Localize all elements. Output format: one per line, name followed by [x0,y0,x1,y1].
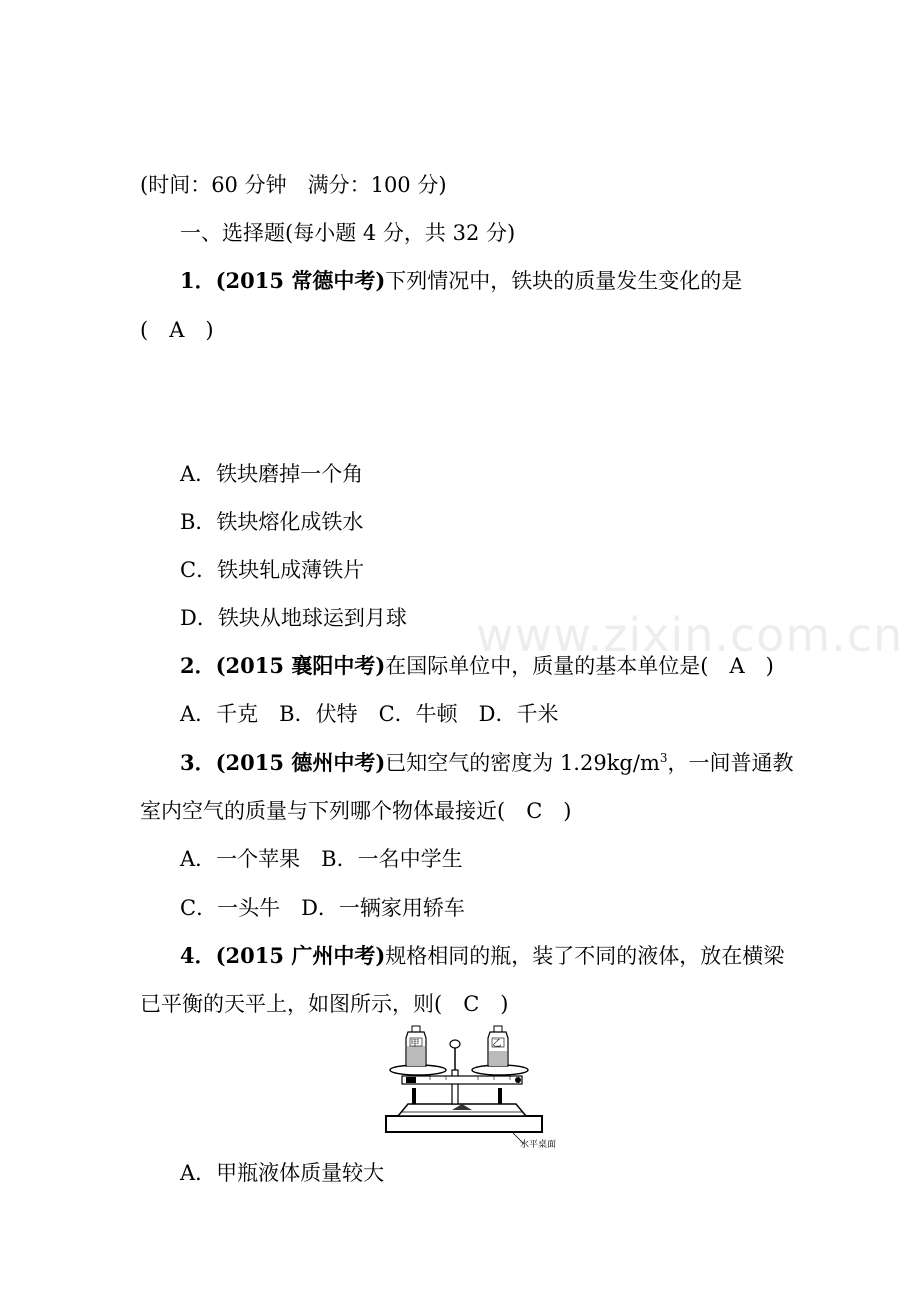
question-text: 在国际单位中，质量的基本单位是( A ) [385,654,774,678]
options-row: A．千克 B．伏特 C．牛顿 D．千米 [180,702,559,726]
question-text: 已知空气的密度为 1.29kg/m [385,751,660,775]
left-bottle-label: 甲 [410,1039,420,1049]
question-source: (2015 广州中考) [215,943,386,968]
option: D．铁块从地球运到月球 [180,606,407,630]
question-1-stem [180,266,742,296]
section-title: 一、选择题(每小题 4 分，共 32 分) [180,221,516,245]
superscript: 3 [659,751,668,765]
question-number: 3． [180,750,216,775]
options-row: A．一个苹果 B．一名中学生 [180,847,463,871]
question-source: (2015 常德中考) [215,268,386,293]
question-source: (2015 德州中考) [215,750,386,775]
watermark: www.zixin.com.cn [476,608,904,662]
balance-beam [402,1076,522,1084]
question-3-stem-line2: 室内空气的质量与下列哪个物体最接近( C ) [140,799,572,823]
question-1-answer: ( A ) [140,318,214,342]
time-info: (时间：60 分钟 满分：100 分) [140,173,447,197]
question-4-stem-line2: 已平衡的天平上，如图所示，则( C ) [140,992,509,1016]
question-source: (2015 襄阳中考) [215,653,386,678]
question-4-stem [180,941,784,971]
question-text: 下列情况中，铁块的质量发生变化的是 [385,269,743,293]
question-number: 4． [180,943,216,968]
option: A．甲瓶液体质量较大 [180,1161,385,1185]
question-number: 2． [180,653,216,678]
option: B．铁块熔化成铁水 [180,510,364,534]
options-row: C．一头牛 D．一辆家用轿车 [180,896,465,920]
right-bottle-label: 乙 [492,1039,502,1049]
option: C．铁块轧成薄铁片 [180,558,365,582]
question-text: 规格相同的瓶，装了不同的液体，放在横梁 [385,944,785,968]
option: A．铁块磨掉一个角 [180,462,364,486]
question-text-continued: ，一间普通教 [667,751,794,775]
question-number: 1． [180,268,216,293]
question-3-stem [180,748,794,778]
table-surface [386,1116,542,1132]
table-label: 水平桌面 [520,1140,557,1150]
